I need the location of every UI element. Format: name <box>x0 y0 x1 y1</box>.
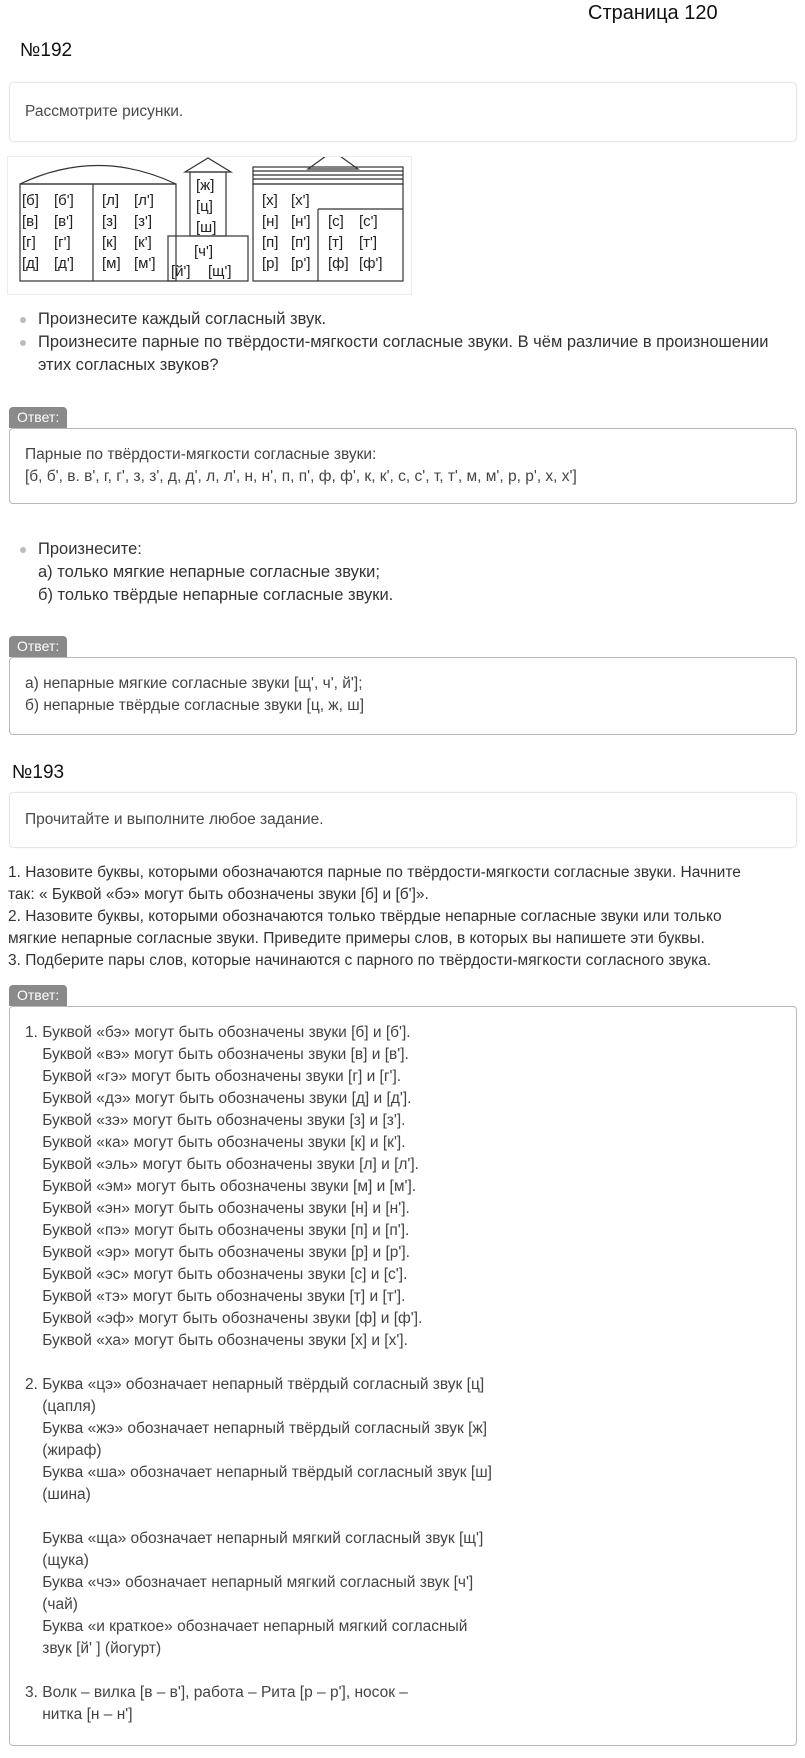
page-number: Страница 120 <box>588 2 718 24</box>
answer-line: (жираф) <box>25 1442 102 1459</box>
sound-label: [п'] <box>291 234 311 251</box>
answer-line: Буква «чэ» обозначает непарный мягкий согласный звук [ч'] <box>25 1574 474 1591</box>
sound-label: [н'] <box>291 213 311 230</box>
answer-line: нитка [н – н'] <box>25 1706 133 1723</box>
task-193-task-list <box>8 862 798 972</box>
sound-label: [м] <box>102 255 121 272</box>
answer-label: Ответ: <box>9 636 67 657</box>
task-line: 2. Назовите буквы, которыми обозначаются только твёрдые непарные согласные звуки или только <box>8 908 722 925</box>
answer-line: Буквой «эм» могут быть обозначены звуки [м] и [м']. <box>25 1178 417 1195</box>
answer-line: Буквой «зэ» могут быть обозначены звуки [з] и [з']. <box>25 1112 406 1129</box>
task-line: так: « Буквой «бэ» могут быть обозначены звуки [б] и [б']». <box>8 886 429 903</box>
sound-label: [з'] <box>134 213 153 230</box>
sound-label: [р] <box>262 255 279 272</box>
sound-label: [б] <box>22 192 39 209</box>
sound-label: [н] <box>262 213 279 230</box>
sound-label: [г] <box>22 234 36 251</box>
answer-line: (шина) <box>25 1486 91 1503</box>
answer-line: Буква «ща» обозначает непарный мягкий согласный звук [щ'] <box>25 1530 484 1547</box>
sound-label: [д] <box>22 255 40 272</box>
task-line: мягкие непарные согласные звуки. Приведите примеры слов, в которых вы напишете эти буквы. <box>8 930 705 947</box>
answer-line: 1. Буквой «бэ» могут быть обозначены звуки [б] и [б']. <box>25 1024 411 1041</box>
sound-label: [к] <box>102 234 117 251</box>
answer-line <box>25 1660 781 1682</box>
answer-line: Буква «и краткое» обозначает непарный мягкий согласный <box>25 1618 468 1635</box>
answer-line: Буквой «дэ» могут быть обозначены звуки [д] и [д']. <box>25 1090 412 1107</box>
sound-label: [х'] <box>291 192 310 209</box>
answer-line <box>25 1352 781 1374</box>
answer-line: Буква «ша» обозначает непарный твёрдый согласный звук [ш] <box>25 1464 492 1481</box>
sound-label: [л'] <box>134 192 154 209</box>
answer-line: 2. Буква «цэ» обозначает непарный твёрдый согласный звук [ц] <box>25 1376 485 1393</box>
task-192-bullets-2 <box>17 538 797 607</box>
answer-box-1 <box>9 428 797 504</box>
answer-line: Буквой «пэ» могут быть обозначены звуки [п] и [п']. <box>25 1222 410 1239</box>
answer-line: Парные по твёрдости-мягкости согласные звуки: <box>25 446 377 463</box>
sound-label: [д'] <box>54 255 74 272</box>
task-192-bullets-1 <box>17 308 797 377</box>
answer-line: звук [й' ] (йогурт) <box>25 1640 162 1657</box>
answer-line: (чай) <box>25 1596 78 1613</box>
answer-label: Ответ: <box>9 407 67 428</box>
answer-line: Буквой «эр» могут быть обозначены звуки [р] и [р']. <box>25 1244 410 1261</box>
answer-line: Буквой «ха» могут быть обозначены звуки [х] и [х']. <box>25 1332 408 1349</box>
task-193-title: №193 <box>12 762 65 783</box>
answer-box-2 <box>9 657 797 735</box>
list-item: Произнесите каждый согласный звук. <box>17 308 797 331</box>
sound-label: [й'] <box>171 263 191 280</box>
sound-label: [с] <box>328 213 344 230</box>
sound-label: [ч'] <box>194 243 214 260</box>
answer-line: б) непарные твёрдые согласные звуки [ц, ж, ш] <box>25 697 365 714</box>
sound-label: [в] <box>22 213 39 230</box>
sound-label: [ф] <box>328 255 349 272</box>
sound-label: [з] <box>102 213 118 230</box>
sound-label: [г'] <box>54 234 71 251</box>
answer-line: [б, б', в. в', г, г', з, з', д, д', л, л', н, н', п, п', ф, ф', к, к', с, с', т, т', м, м', р, р', х, х'] <box>25 468 577 485</box>
task-192-title: №192 <box>20 40 73 61</box>
answer-line: (цапля) <box>25 1398 96 1415</box>
sound-label: [ц] <box>196 198 213 215</box>
sound-label: [щ'] <box>208 263 232 280</box>
sound-label: [м'] <box>134 255 156 272</box>
list-item: Произнесите парные по твёрдости-мягкости согласные звуки. В чём различие в произношении этих согласных звуков? <box>17 331 797 377</box>
sound-label: [к'] <box>134 234 152 251</box>
answer-line: (щука) <box>25 1552 89 1569</box>
sound-label: [ш] <box>196 219 217 236</box>
answer-line: 3. Волк – вилка [в – в'], работа – Рита [р – р'], носок – <box>25 1684 408 1701</box>
task-193-instruction-box <box>9 792 797 848</box>
task-line: 3. Подберите пары слов, которые начинаются с парного по твёрдости-мягкости согласного звука. <box>8 952 712 969</box>
sound-label: [л] <box>102 192 120 209</box>
answer-line: Буква «жэ» обозначает непарный твёрдый согласный звук [ж] <box>25 1420 488 1437</box>
task-193-instruction: Прочитайте и выполните любое задание. <box>25 811 324 828</box>
answer-line: Буквой «вэ» могут быть обозначены звуки [в] и [в']. <box>25 1046 409 1063</box>
answer-line: Буквой «эн» могут быть обозначены звуки [н] и [н']. <box>25 1200 410 1217</box>
sound-label: [ф'] <box>359 255 383 272</box>
answer-line: Буквой «эф» могут быть обозначены звуки [ф] и [ф']. <box>25 1310 423 1327</box>
task-192-instruction: Рассмотрите рисунки. <box>25 103 184 120</box>
sound-label: [х] <box>262 192 278 209</box>
sound-label: [р'] <box>291 255 311 272</box>
answer-line: Буквой «тэ» могут быть обозначены звуки [т] и [т']. <box>25 1288 406 1305</box>
sound-label: [п] <box>262 234 279 251</box>
sound-label: [с'] <box>359 213 378 230</box>
answer-line <box>25 1506 781 1528</box>
list-item: Произнесите: а) только мягкие непарные согласные звуки; б) только твёрдые непарные согласные звуки. <box>17 538 797 607</box>
sound-label: [ж] <box>196 177 215 194</box>
sound-label: [т] <box>328 234 344 251</box>
answer-line: Буквой «гэ» могут быть обозначены звуки [г] и [г']. <box>25 1068 402 1085</box>
answer-line: Буквой «ка» могут быть обозначены звуки [к] и [к']. <box>25 1134 406 1151</box>
answer-box-3 <box>9 1006 797 1746</box>
sound-label: [т'] <box>359 234 378 251</box>
task-line: 1. Назовите буквы, которыми обозначаются парные по твёрдости-мягкости согласные звуки. Начните <box>8 864 741 881</box>
task-192-instruction-box <box>9 82 797 142</box>
answer-line: Буквой «эль» могут быть обозначены звуки [л] и [л']. <box>25 1156 419 1173</box>
answer-line: а) непарные мягкие согласные звуки [щ', ч', й']; <box>25 675 363 692</box>
sound-label: [в'] <box>54 213 74 230</box>
sound-label: [б'] <box>54 192 74 209</box>
answer-label: Ответ: <box>9 985 67 1006</box>
answer-line: Буквой «эс» могут быть обозначены звуки [с] и [с']. <box>25 1266 408 1283</box>
sound-houses-figure <box>7 156 412 295</box>
